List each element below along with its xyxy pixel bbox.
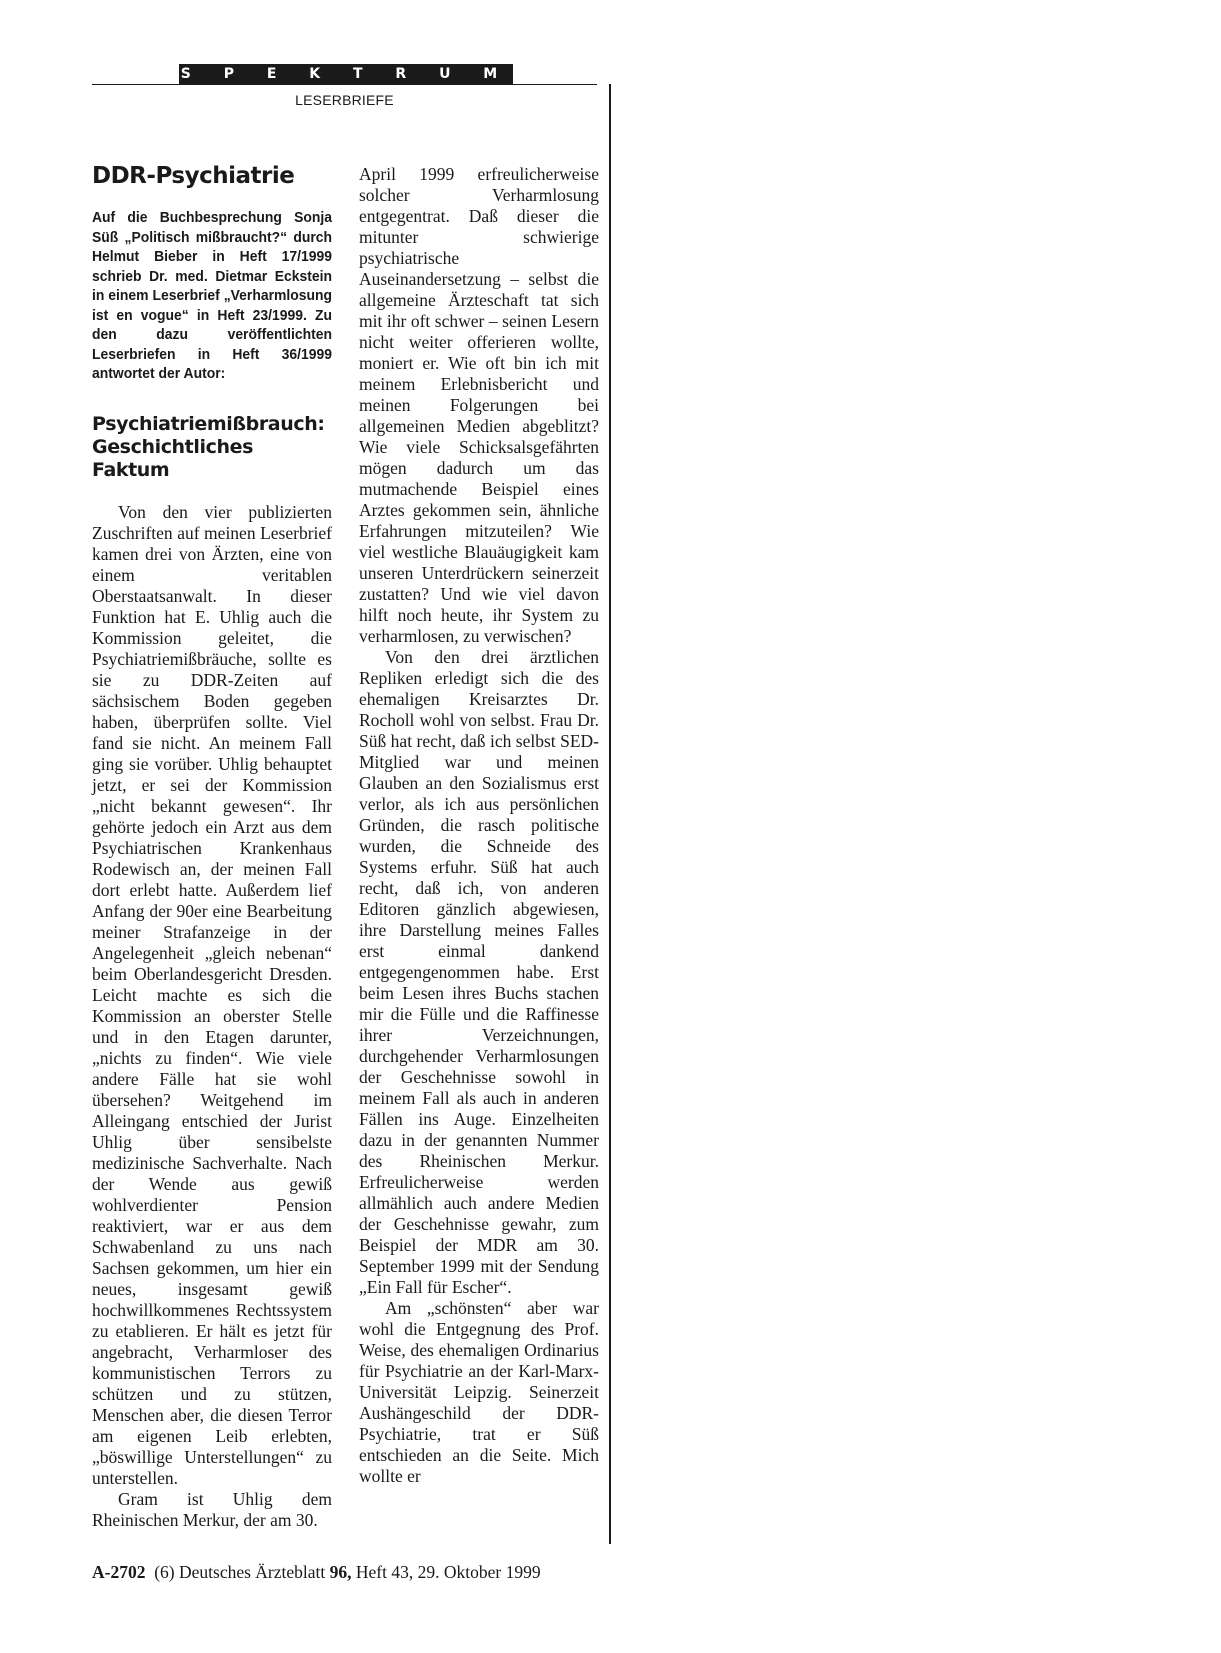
left-column [92,160,332,1531]
column-rule [609,84,611,1544]
body-paragraph: April 1999 erfreulicherweise solcher Verharmlosung entgegentrat. Daß dieser die mitunter schwierige psychiatrische Auseinandersetzung – selbst die allgemeine Ärzteschaft tat sich mit ihr oft schwer – seinen Lesern nicht weiter offerieren wollte, moniert er. Wie oft bin ich mit meinem Erlebnisbericht und meinen Folgerungen bei allgemeinen Medien abgeblitzt? Wie viele Schicksalsgefährten mögen dadurch um das mutmachende Beispiel eines Arztes gekommen sein, ähnliche Erfahrungen mitzuteilen? Wie viel westliche Blauäugigkeit kam unseren Unterdrückern seinerzeit zustatten? Und wie viel davon hilft noch heute, ihr System zu verharmlosen, zu verwischen? [359,164,599,646]
article-headline: DDR-Psychiatrie [92,163,295,189]
issue-date: Heft 43, 29. Oktober 1999 [355,1562,541,1582]
section-banner: S P E K T R U M [179,64,513,85]
journal-name: (6) Deutsches Ärzteblatt [154,1562,326,1582]
article-intro: Auf die Buchbesprechung Sonja Süß „Politisch mißbraucht?“ durch Helmut Bieber in Heft 17/1999 schrieb Dr. med. Dietmar Eckstein in einem Leserbrief „Verharmlosung ist en vogue“ in Heft 23/1999. Zu den dazu veröffentlichten Leserbriefen in Heft 36/1999 antwortet der Autor: [92,210,332,382]
page-code: A-2702 [92,1562,146,1582]
letter-subhead [92,413,332,482]
subhead-line: Psychiatriemißbrauch: [92,412,325,435]
right-column [359,164,599,1487]
header-rule [92,84,597,85]
body-paragraph: Von den drei ärztlichen Repliken erledigt sich die des ehemaligen Kreisarztes Dr. Rocholl wohl von selbst. Frau Dr. Süß hat recht, daß ich selbst SED-Mitglied war und meinen Glauben an den Sozialismus erst verlor, als ich aus persönlichen Gründen, die rasch politische wurden, die Schneide des Systems erfuhr. Süß hat auch recht, daß ich, von anderen Editoren gänzlich abgewiesen, ihre Darstellung meines Falles erst einmal dankend entgegengenommen habe. Erst beim Lesen ihres Buchs stachen mir die Fülle und die Raffinesse ihrer Verzeichnungen, durchgehender Verharmlosungen der Geschehnisse sowohl in meinem Fall als auch in anderen Fällen ins Auge. Einzelheiten dazu in der genannten Nummer des Rheinischen Merkur. Erfreulicherweise werden allmählich auch andere Medien der Geschehnisse gewahr, zum Beispiel der MDR am 30. September 1999 mit der Sendung „Ein Fall für Escher“. [359,647,599,1297]
page-footer [92,1562,541,1583]
subhead-line: Geschichtliches Faktum [92,435,253,481]
body-paragraph: Von den vier publizierten Zuschriften auf meinen Leserbrief kamen drei von Ärzten, eine von einem veritablen Oberstaatsanwalt. In dieser Funktion hat E. Uhlig auch die Kommission geleitet, die Psychiatriemißbräuche, sollte es sie zu DDR-Zeiten auf sächsischem Boden gegeben haben, überprüfen sollte. Viel fand sie nicht. An meinem Fall ging sie vorüber. Uhlig behauptet jetzt, er sei der Kommission „nicht bekannt gewesen“. Ihr gehörte jedoch ein Arzt aus dem Psychiatrischen Krankenhaus Rodewisch an, der meinen Fall dort erlebt hatte. Außerdem lief Anfang der 90er eine Bearbeitung meiner Strafanzeige in der Angelegenheit „gleich nebenan“ beim Oberlandesgericht Dresden. Leicht machte es sich die Kommission an oberster Stelle und in den Etagen darunter, „nichts zu finden“. Wie viele andere Fälle hat sie wohl übersehen? Weitgehend im Alleingang entschied der Jurist Uhlig über sensibelste medizinische Sachverhalte. Nach der Wende aus gewiß wohlverdienter Pension reaktiviert, war er aus dem Schwabenland zu uns nach Sachsen gekommen, um hier ein neues, insgesamt gewiß hochwillkommenes Rechtssystem zu etablieren. Er hält es jetzt für angebracht, Verharmloser des kommunistischen Terrors zu schützen und zu stützen, Menschen aber, die diesen Terror am eigenen Leib erlebten, „böswillige Unterstellungen“ zu unterstellen. [92,501,332,1488]
section-label: LESERBRIEFE [295,92,394,108]
body-paragraph: Am „schönsten“ aber war wohl die Entgegnung des Prof. Weise, des ehemaligen Ordinarius für Psychiatrie an der Karl-Marx-Universität Leipzig. Seinerzeit Aushängeschild der DDR-Psychiatrie, trat er Süß entschieden an die Seite. Mich wollte er [359,1298,599,1486]
volume-number: 96, [329,1562,352,1582]
body-paragraph: Gram ist Uhlig dem Rheinischen Merkur, der am 30. [92,1488,332,1530]
